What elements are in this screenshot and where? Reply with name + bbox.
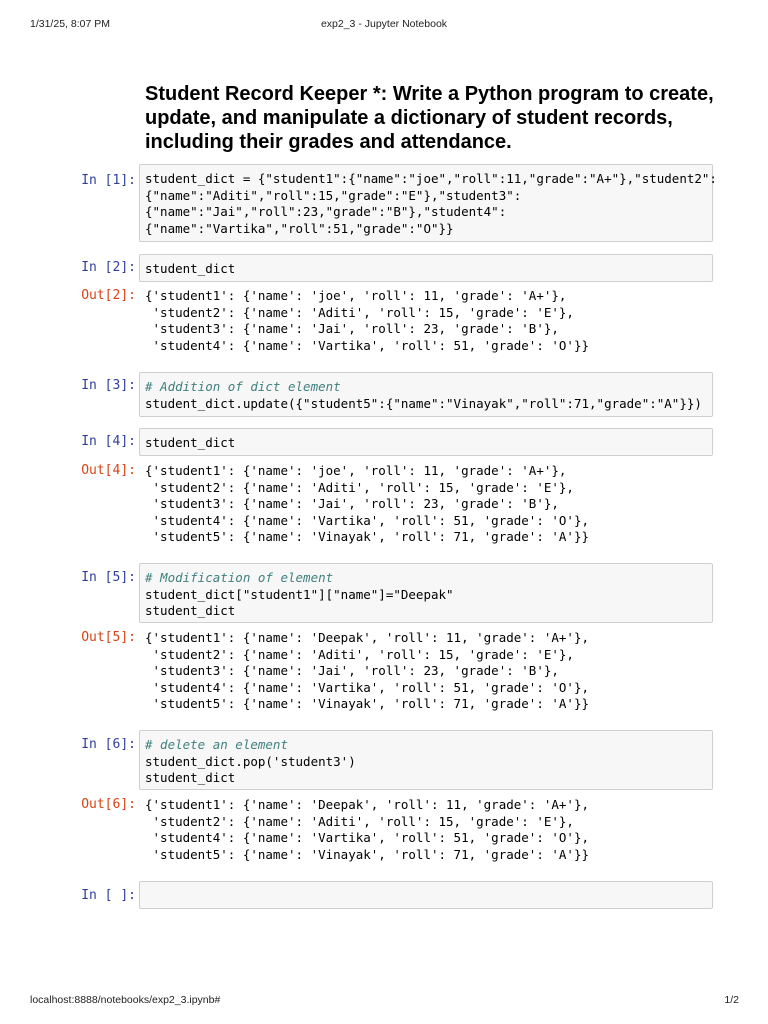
input-prompt: In [6]: — [81, 737, 136, 752]
cell-output — [145, 630, 710, 713]
output-line: 'student5': {'name': 'Vinayak', 'roll': 71, 'grade': 'A'}} — [145, 529, 590, 545]
input-prompt: In [2]: — [81, 260, 136, 275]
code-comment: # Addition of dict element — [145, 379, 341, 394]
code-cell[interactable] — [139, 372, 713, 417]
input-prompt: In [4]: — [81, 434, 136, 449]
print-page-title: exp2_3 - Jupyter Notebook — [320, 18, 448, 30]
input-prompt: In [1]: — [81, 173, 136, 188]
empty-code-cell[interactable] — [139, 881, 713, 909]
cell-output — [145, 463, 710, 546]
code-line: student_dict — [145, 261, 236, 276]
output-line: {'student1': {'name': 'Deepak', 'roll': 11, 'grade': 'A+'}, — [145, 797, 590, 812]
print-url: localhost:8888/notebooks/exp2_3.ipynb# — [30, 994, 221, 1006]
output-line: 'student4': {'name': 'Vartika', 'roll': 51, 'grade': 'O'}, — [145, 679, 590, 695]
output-prompt: Out[5]: — [81, 630, 136, 645]
print-datetime: 1/31/25, 8:07 PM — [30, 18, 110, 30]
code-input[interactable] — [140, 731, 710, 787]
cell-output — [145, 288, 710, 354]
code-line: student_dict["student1"]["name"]="Deepak" — [145, 586, 454, 602]
output-line: {'student1': {'name': 'Deepak', 'roll': 11, 'grade': 'A+'}, — [145, 630, 590, 645]
output-line: {'student1': {'name': 'joe', 'roll': 11, 'grade': 'A+'}, — [145, 288, 567, 303]
code-line: student_dict — [145, 603, 236, 619]
output-line: 'student3': {'name': 'Jai', 'roll': 23, 'grade': 'B'}, — [145, 663, 559, 679]
output-line: 'student2': {'name': 'Aditi', 'roll': 15, 'grade': 'E'}, — [145, 479, 574, 495]
output-line: 'student4': {'name': 'Vartika', 'roll': 51, 'grade': 'O'}} — [145, 337, 590, 353]
output-prompt: Out[6]: — [81, 797, 136, 812]
output-line: 'student5': {'name': 'Vinayak', 'roll': 71, 'grade': 'A'}} — [145, 846, 590, 862]
print-page-number: 1/2 — [724, 994, 739, 1006]
code-line: {"name":"Aditi","roll":15,"grade":"E"},"student3": — [145, 187, 522, 203]
output-line: {'student1': {'name': 'joe', 'roll': 11, 'grade': 'A+'}, — [145, 463, 567, 478]
output-line: 'student4': {'name': 'Vartika', 'roll': 51, 'grade': 'O'}, — [145, 830, 590, 846]
output-line: 'student5': {'name': 'Vinayak', 'roll': 71, 'grade': 'A'}} — [145, 696, 590, 712]
notebook-heading: Student Record Keeper *: Write a Python program to create, update, and manipulate a dictionary of student records, including their grades and attendance. — [145, 83, 714, 153]
input-prompt: In [ ]: — [81, 888, 136, 903]
output-line: 'student3': {'name': 'Jai', 'roll': 23, 'grade': 'B'}, — [145, 321, 559, 337]
code-input[interactable] — [140, 564, 710, 620]
code-input[interactable] — [140, 429, 710, 452]
code-line: student_dict — [145, 770, 236, 786]
output-line: 'student2': {'name': 'Aditi', 'roll': 15, 'grade': 'E'}, — [145, 304, 574, 320]
code-line: student_dict.update({"student5":{"name":"Vinayak","roll":71,"grade":"A"}}) — [145, 395, 702, 411]
code-line: {"name":"Jai","roll":23,"grade":"B"},"student4": — [145, 204, 507, 220]
code-input[interactable] — [140, 373, 710, 412]
code-input[interactable] — [140, 165, 717, 237]
code-cell[interactable] — [139, 428, 713, 456]
output-line: 'student3': {'name': 'Jai', 'roll': 23, 'grade': 'B'}, — [145, 496, 559, 512]
output-prompt: Out[2]: — [81, 288, 136, 303]
output-line: 'student4': {'name': 'Vartika', 'roll': 51, 'grade': 'O'}, — [145, 512, 590, 528]
code-comment: # Modification of element — [145, 570, 334, 585]
code-cell[interactable] — [139, 730, 713, 790]
code-line: student_dict = {"student1":{"name":"joe","roll":11,"grade":"A+"},"student2": — [145, 171, 717, 186]
code-line: student_dict.pop('student3') — [145, 753, 356, 769]
code-input[interactable] — [140, 255, 710, 278]
code-line: student_dict — [145, 435, 236, 450]
code-comment: # delete an element — [145, 737, 288, 752]
code-cell[interactable] — [139, 164, 717, 242]
cell-output — [145, 797, 710, 863]
code-line: {"name":"Vartika","roll":51,"grade":"O"}} — [145, 220, 454, 236]
output-line: 'student2': {'name': 'Aditi', 'roll': 15, 'grade': 'E'}, — [145, 813, 574, 829]
output-prompt: Out[4]: — [81, 463, 136, 478]
code-cell[interactable] — [139, 254, 713, 282]
input-prompt: In [5]: — [81, 570, 136, 585]
input-prompt: In [3]: — [81, 378, 136, 393]
code-cell[interactable] — [139, 563, 713, 623]
output-line: 'student2': {'name': 'Aditi', 'roll': 15, 'grade': 'E'}, — [145, 646, 574, 662]
